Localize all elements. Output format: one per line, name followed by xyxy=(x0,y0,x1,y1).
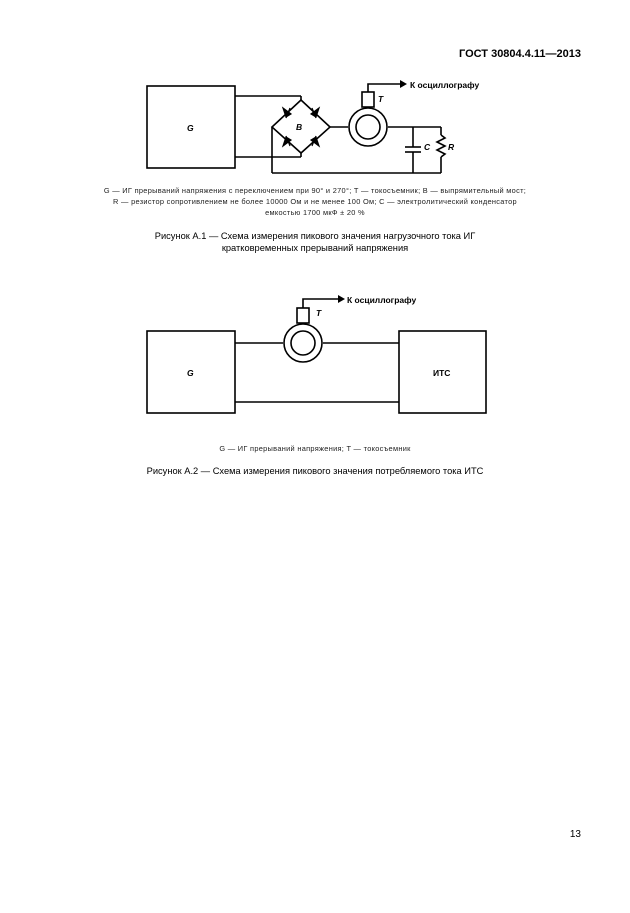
label-capacitor: C xyxy=(424,142,431,152)
page-number: 13 xyxy=(569,829,581,840)
label-generator-1: G xyxy=(187,123,194,133)
figure-1-title: Рисунок А.1 — Схема измерения пикового значения нагрузочного тока ИГ кратковременных прерываний напряжения xyxy=(154,231,476,253)
arrow-icon xyxy=(400,80,407,88)
arrow-icon xyxy=(338,295,345,303)
label-oscilloscope-1: К осциллографу xyxy=(410,80,480,90)
label-oscilloscope-2: К осциллографу xyxy=(347,295,417,305)
document-header: ГОСТ 30804.4.11—2013 xyxy=(458,48,581,60)
label-eut: ИТС xyxy=(433,368,451,378)
figure-2-diagram xyxy=(0,290,630,420)
figure-2-title: Рисунок А.2 — Схема измерения пикового значения потребляемого тока ИТС xyxy=(146,466,484,476)
label-transformer-1: T xyxy=(378,94,384,104)
label-transformer-2: T xyxy=(316,308,322,318)
figure-1-legend: G — ИГ прерываний напряжения с переключением при 90° и 270°; T — токосъемник; B — выпрямительный мост; R — резистор сопротивлением не более 10000 Ом и не менее 100 Ом; C — электролитический конденсатор емкостью 1700 мкФ ± 20 % xyxy=(103,186,527,217)
label-bridge: B xyxy=(296,122,303,132)
figure-2-legend: G — ИГ прерываний напряжения; T — токосъемник xyxy=(219,444,411,453)
label-generator-2: G xyxy=(187,368,194,378)
label-resistor: R xyxy=(448,142,455,152)
transformer-ring-1 xyxy=(349,108,387,146)
figure-1-diagram xyxy=(0,70,630,185)
transformer-ring-2 xyxy=(284,324,322,362)
